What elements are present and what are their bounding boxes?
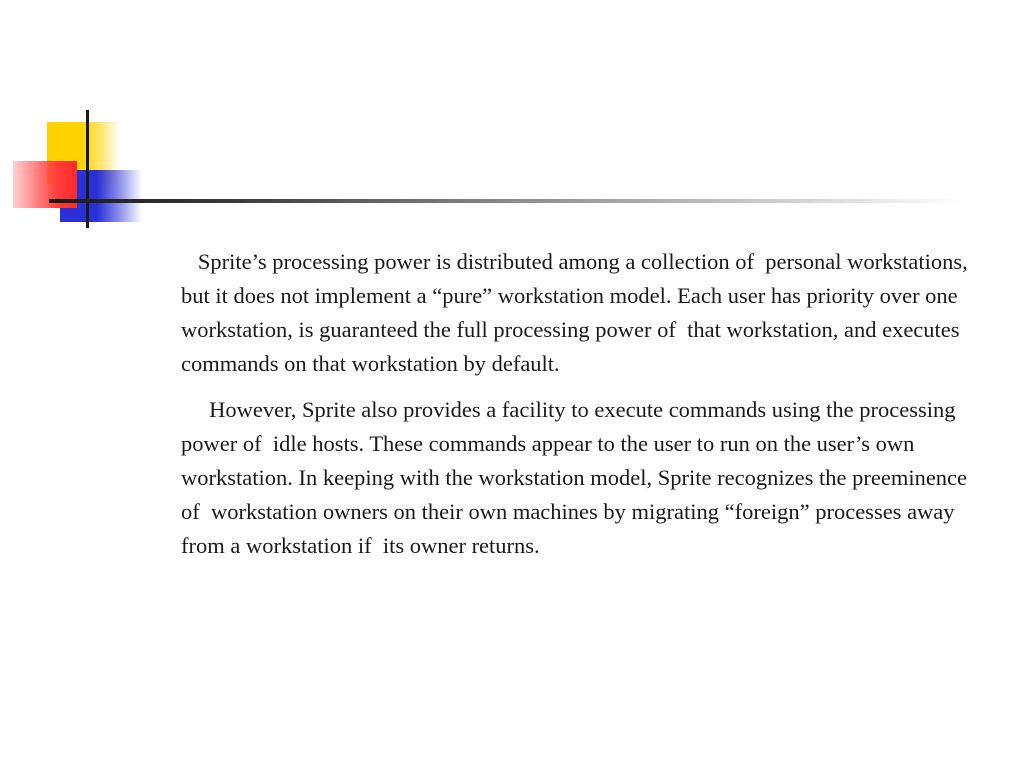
decorative-squares-logo (0, 100, 160, 240)
paragraph-process-migration: However, Sprite also provides a facility to execute commands using the processing power of idle hosts. These commands appear to the user to run on the user’s own workstation. In keeping with the workstation model, Sprite recognizes the preeminence of workstation owners on their own machines by migrating “foreign” processes away from a workstation if its owner returns. (181, 397, 973, 558)
horizontal-rule (49, 199, 969, 203)
vertical-rule (86, 110, 89, 228)
slide-body (181, 245, 991, 563)
paragraph-workstation-model: Sprite’s processing power is distributed among a collection of personal workstations, but it does not implement a “pure” workstation model. Each user has priority over one workstation, is guaranteed the full processing power of that workstation, and executes commands on that workstation by default. (181, 249, 974, 376)
